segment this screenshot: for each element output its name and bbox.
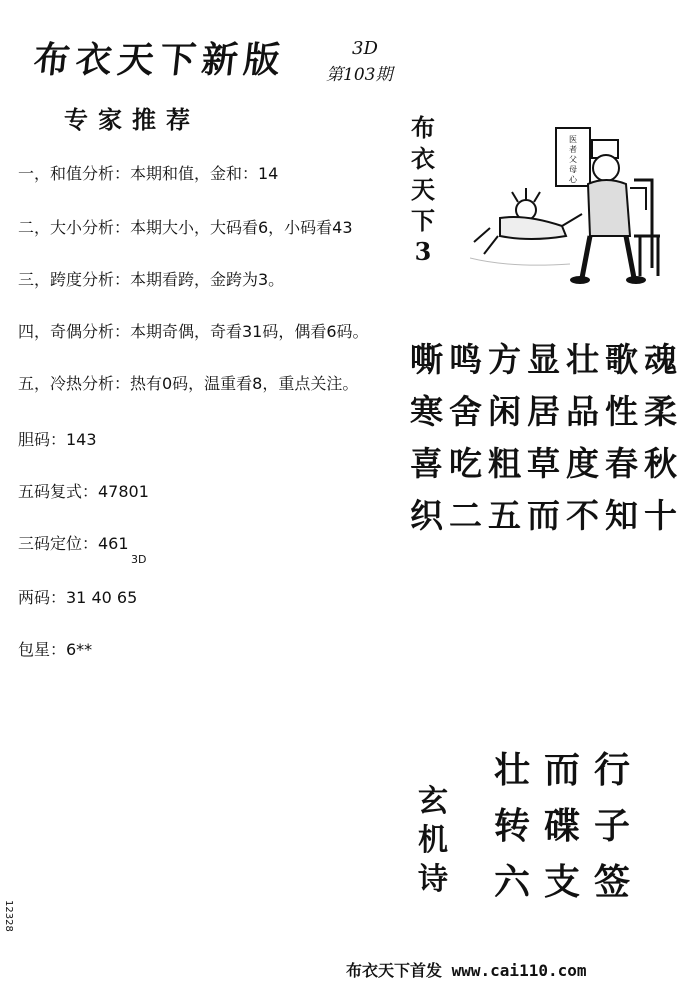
- brand-char: 衣: [411, 144, 435, 173]
- analysis-span: 三，跨度分析：本期看跨，金跨为3。: [18, 270, 285, 289]
- pick-two: 两码：31 40 65: [18, 588, 138, 607]
- xuanji-label: [418, 782, 448, 899]
- riddle-poem: [410, 334, 683, 542]
- brand-char: 天: [411, 175, 435, 204]
- svg-text:心: 心: [569, 175, 577, 184]
- issue-number: 第103期: [326, 65, 393, 85]
- xuanji-char: 玄: [418, 784, 448, 819]
- svg-text:父: 父: [569, 155, 577, 164]
- brand-char: 布: [411, 113, 435, 142]
- xuanji-char: 机: [418, 823, 448, 858]
- xuanji-char: 诗: [418, 862, 448, 897]
- verse-line: 六支签: [494, 861, 645, 903]
- lottery-type-tag: 3D: [352, 38, 378, 59]
- svg-text:者: 者: [569, 145, 577, 154]
- analysis-sum: 一，和值分析：本期和值，金和：14: [18, 164, 279, 183]
- page-title: 布衣天下新版: [31, 39, 288, 81]
- analysis-hot-cold: 五，冷热分析：热有0码，温重看8，重点关注。: [18, 374, 359, 393]
- small-3d-mark: 3D: [131, 553, 147, 566]
- svg-text:医: 医: [569, 135, 577, 144]
- verse-line: 转碟子: [494, 805, 645, 847]
- poem-line: 寒舍闲居品性柔: [410, 392, 683, 431]
- section-subtitle: 专家推荐: [64, 105, 200, 134]
- brand-char: 下: [411, 206, 435, 235]
- doctor-cartoon-icon: [470, 118, 670, 286]
- analysis-size: 二，大小分析：本期大小，大码看6，小码看43: [18, 218, 353, 237]
- pick-dan: 胆码：143: [18, 430, 97, 449]
- xuanji-verse: [494, 742, 644, 910]
- poem-line: 喜吃粗草度春秋: [410, 444, 683, 483]
- poem-line: 嘶鸣方显壮歌魂: [410, 340, 683, 379]
- poem-line: 织二五而不知十: [410, 496, 683, 535]
- brand-char: 3: [414, 237, 432, 266]
- pick-five-combo: 五码复式：47801: [18, 482, 149, 501]
- footer-source: 布衣天下首发 www.cai110.com: [346, 961, 587, 980]
- cartoon-illustration: [470, 118, 670, 286]
- svg-text:母: 母: [569, 165, 577, 174]
- pick-bao: 包星：6**: [18, 640, 93, 659]
- analysis-odd-even: 四，奇偶分析：本期奇偶，奇看31码，偶看6码。: [18, 322, 369, 341]
- brand-vertical: [410, 112, 436, 267]
- pick-three-position: 三码定位：461: [18, 534, 129, 553]
- verse-line: 壮而行: [494, 749, 645, 791]
- side-number: 12328: [3, 900, 14, 932]
